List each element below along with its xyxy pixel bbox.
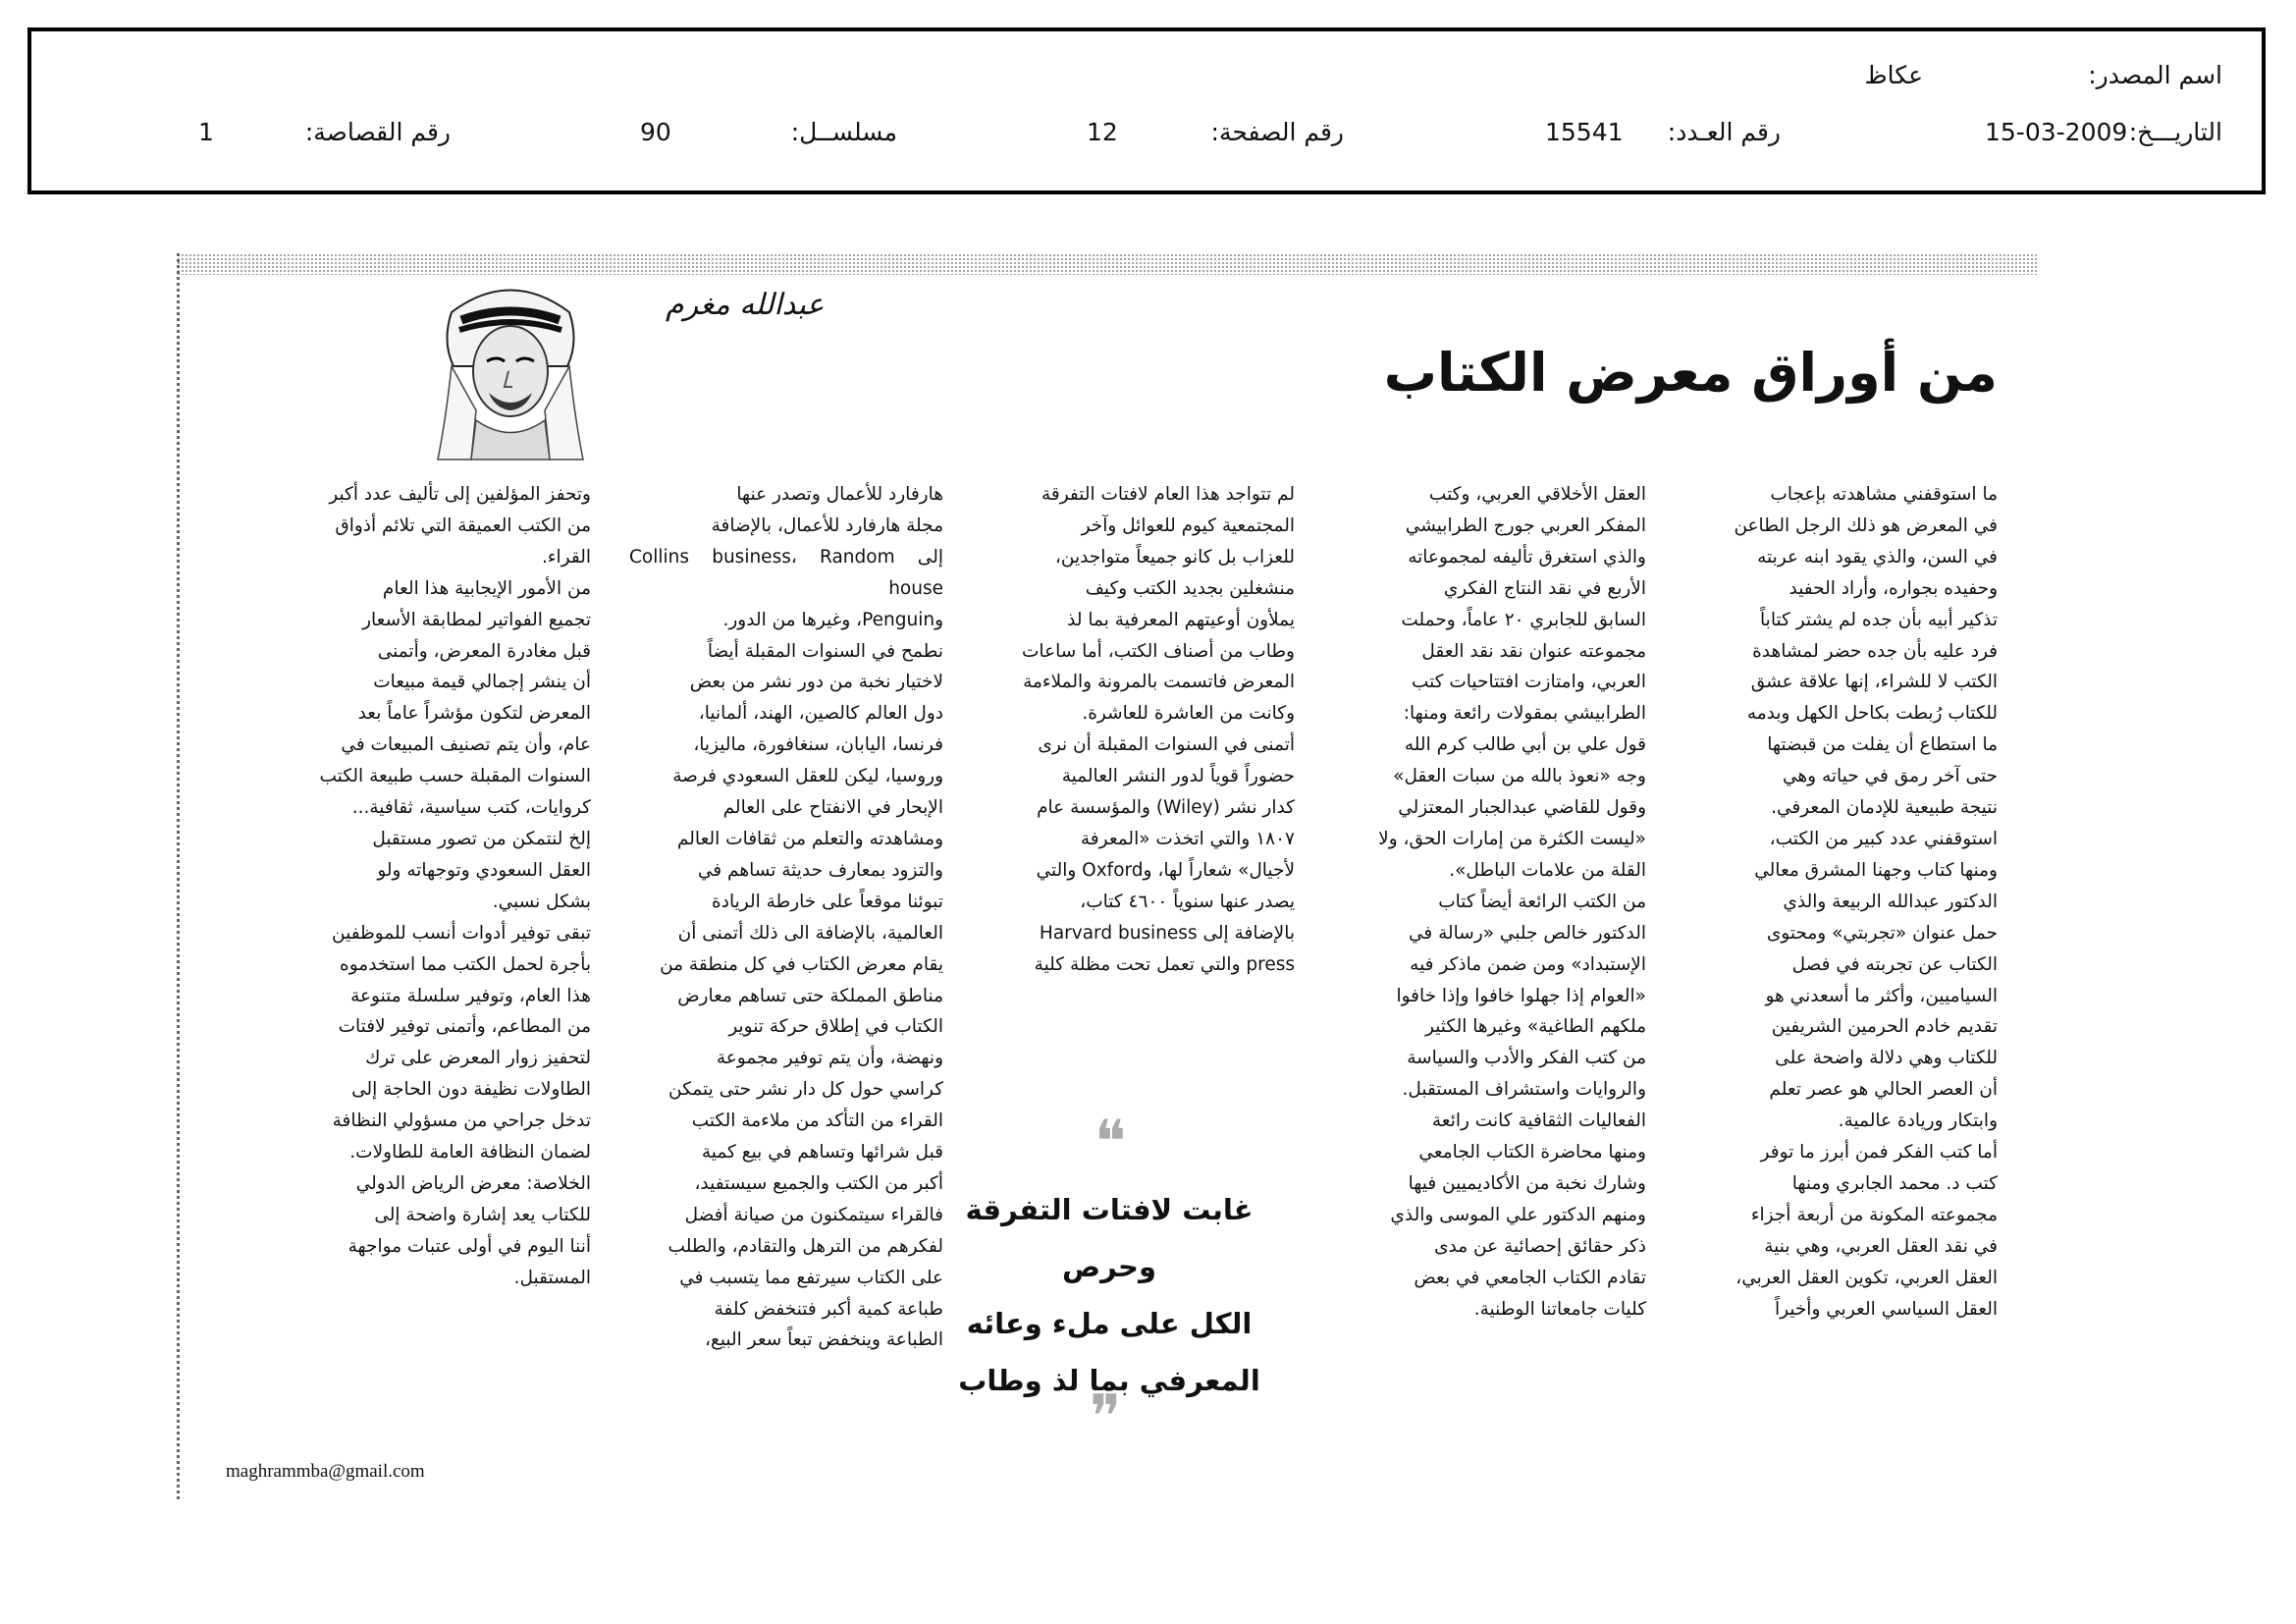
clipping-edge [177,253,180,1500]
author-portrait [432,273,589,460]
pull-quote: غابت لافتات التفرقة وحرص الكل على ملء وعائه المعرفي بما لذ وطاب [958,1193,1260,1397]
close-quote-mark-icon: ❞ [1090,1382,1122,1451]
open-quote-mark-icon: ❝ [1095,1108,1127,1176]
serial-value: 90 [640,118,671,146]
article-column-5 [279,479,591,1490]
author-email: maghrammba@gmail.com [226,1461,425,1482]
newspaper-clipping [177,253,2037,1500]
column-text: وتحفز المؤلفين إلى تأليف عدد أكبر من الكتب العميقة التي تلائم أذواق القراء. من الأمور الإيجابية هذا العام تجميع الفواتير لمطابقة الأسعار قبل مغادرة المعرض، وأتمنى أن ينشر إجمالي قيمة مبيعات المعرض لتكون مؤشراً عاماً بعد عام، وأن يتم تصنيف المبيعات في السنوات المقبلة حسب طبيعة الكتب كروايات، كتب سياسية، ثقافية... إلخ لنتمكن من تصور مستقبل العقل السعودي وتوجهاته ولو بشكل نسبي. تبقى توفير أدوات أنسب للموظفين بأجرة لحمل الكتب مما استخدموه هذا العام، وتوفير سلسلة متنوعة من المطاعم، وأتمنى توفير لافتات لتحفيز زوار المعرض على ترك الطاولات نظيفة دون الحاجة إلى تدخل جراحي من مسؤولي النظافة لضمان النظافة العامة للطاولات. الخلاصة: معرض الرياض الدولي للكتاب يعد إشارة واضحة إلى أننا اليوم في أولى عتبات مواجهة المستقبل. [319,484,591,1288]
source-value: عكاظ [1864,61,1923,89]
clip-number-label: رقم القصاصة: [304,118,451,146]
halftone-border [177,253,2037,275]
article-column-1 [1685,479,1998,1490]
clipping-info-box [27,27,2266,194]
article-column-4 [629,479,943,1490]
author-byline: عبدالله مغرم [666,288,825,322]
article-column-3 [983,479,1295,975]
source-label: اسم المصدر: [2088,61,2222,89]
date-label: التاريـــخ: [2128,118,2222,146]
column-text: ما استوقفني مشاهدته بإعجاب في المعرض هو ذلك الرجل الطاعن في السن، والذي يقود ابنه عربته وحفيده بجواره، وأراد الحفيد تذكير أبيه بأن جده لم يشتر كتاباً فرد عليه بأن جده حضر لمشاهدة الكتب لا للشراء، إنها علاقة عشق للكتاب رُبطت بكاحل الكهل وبدمه ما استطاع أن يفلت من قبضتها حتى آخر رمق في حياته وهي نتيجة طبيعية للإدمان المعرفي. استوقفني عدد كبير من الكتب، ومنها كتاب وجهنا المشرق معالي الدكتور عبدالله الربيعة والذي حمل عنوان «تجربتي» ومحتوى الكتاب عن تجربته في فصل السياميين، وأكثر ما أسعدني هو تقديم خادم الحرمين الشريفين للكتاب وهي دلالة واضحة على أن العصر الحالي هو عصر تعلم وابتكار وريادة عالمية. أما كتب الفكر فمن أبرز ما توفر كتب د. محمد الجابري ومنها مجموعته المكونة من أربعة أجزاء في نقد العقل العربي، وهي بنية العقل العربي، تكوين العقل العربي، العقل السياسي العربي وأخيراً [1734,484,1998,1320]
article-headline: من أوراق معرض الكتاب [1383,342,1998,404]
issue-value: 15541 [1545,118,1624,146]
date-value: 15-03-2009 [1985,118,2128,146]
issue-label: رقم العـدد: [1667,118,1781,146]
page-label: رقم الصفحة: [1210,118,1344,146]
column-text: لم تتواجد هذا العام لافتات التفرقة المجتمعية كيوم للعوائل وآخر للعزاب بل كانو جميعاً متواجدين، منشغلين بجديد الكتب وكيف يملأون أوعيتهم المعرفية بما لذ وطاب من أصناف الكتب، أما ساعات المعرض فاتسمت بالمرونة والملاءمة وكانت من العاشرة للعاشرة. أتمنى في السنوات المقبلة أن نرى حضوراً قوياً لدور النشر العالمية كدار نشر (Wiley) والمؤسسة عام ١٨٠٧ والتي اتخذت «المعرفة لأجيال» شعاراً لها، وOxford والتي يصدر عنها سنوياً ٤٦٠٠ كتاب، بالإضافة إلى Harvard business press والتي تعمل تحت مظلة كلية [1022,484,1295,975]
column-text: هارفارد للأعمال وتصدر عنها مجلة هارفارد للأعمال، بالإضافة إلى Collins business، Random house وPenguin، وغيرها من الدور. نطمح في السنوات المقبلة أيضاً لاختيار نخبة من دور نشر من بعض دول العالم كالصين، الهند، ألمانيا، فرنسا، اليابان، سنغافورة، ماليزيا، وروسيا، ليكن للعقل السعودي فرصة الإبحار في الانفتاح على العالم ومشاهدته والتعلم من ثقافات العالم والتزود بمعارف حديثة تساهم في تبوئنا موقعاً على خارطة الريادة العالمية، بالإضافة الى ذلك أتمنى أن يقام معرض الكتاب في كل منطقة من مناطق المملكة حتى تساهم معارض الكتاب في إطلاق حركة تنوير ونهضة، وأن يتم توفير مجموعة كراسي حول كل دار نشر حتى يتمكن القراء من التأكد من ملاءمة الكتب قبل شرائها وتساهم في بيع كمية أكبر من الكتب والجميع سيستفيد، فالقراء سيتمكنون من صيانة أفضل لفكرهم من الترهل والتقادم، والطلب على الكتاب سيرتفع مما يتسبب في طباعة كمية أكبر فتنخفض كلفة الطباعة وينخفض تبعاً سعر البيع، [629,484,943,1351]
serial-label: مسلســل: [790,118,897,146]
column-text: العقل الأخلاقي العربي، وكتب المفكر العربي جورج الطرابيشي والذي استغرق تأليفه لمجموعاته الأربع في نقد النتاج الفكري السابق للجابري ٢٠ عاماً، وحملت مجموعته عنوان نقد نقد العقل العربي، وامتازت افتتاحيات كتب الطرابيشي بمقولات رائعة ومنها: قول علي بن أبي طالب كرم الله وجه «نعوذ بالله من سبات العقل» وقول للقاضي عبدالجبار المعتزلي «ليست الكثرة من إمارات الحق، ولا القلة من علامات الباطل». من الكتب الرائعة أيضاً كتاب الدكتور خالص جلبي «رسالة في الإستبداد» ومن ضمن ماذكر فيه «العوام إذا جهلوا خافوا وإذا خافوا ملكهم الطاغية» وغيرها الكثير من كتب الفكر والأدب والسياسة والروايات واستشراف المستقبل. الفعاليات الثقافية كانت رائعة ومنها محاضرة الكتاب الجامعي وشارك نخبة من الأكاديميين فيها ومنهم الدكتور علي الموسى والذي ذكر حقائق إحصائية عن مدى تقادم الكتاب الجامعي في بعض كليات جامعاتنا الوطنية. [1378,484,1646,1320]
page-value: 12 [1087,118,1118,146]
article-column-2 [1334,479,1646,1490]
clip-number-value: 1 [198,118,214,146]
